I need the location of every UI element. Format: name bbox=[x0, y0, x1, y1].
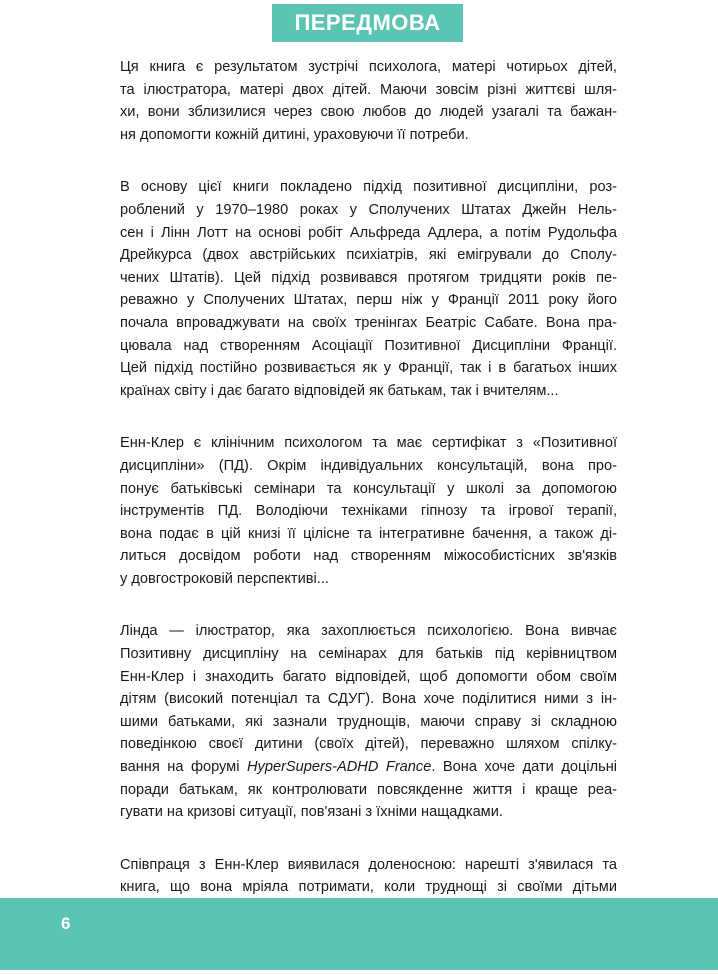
text-line: чених Штатів). Цей підхід розвивався протягом тридцяти років пе- bbox=[120, 269, 617, 286]
text-line: шими батьками, які зазнали труднощів, маючи справу зі складною bbox=[120, 713, 617, 730]
text-line: реважно у Сполучених Штатах, перш ніж у Франції 2011 року його bbox=[120, 292, 617, 309]
text-line: хи, вони зблизилися через свою любов до людей узагалі та бажан- bbox=[120, 104, 617, 121]
text-line: почала впроваджувати на своїх тренінгах Беатріс Сабате. Вона пра- bbox=[120, 314, 617, 331]
text-line: дітям (високий потенціал та СДУГ). Вона хоче поділитися ними з ін- bbox=[120, 691, 617, 708]
text-line: Енн-Клер є клінічним психологом та має сертифікат з «Позитивної bbox=[120, 435, 617, 452]
page-number: 6 bbox=[61, 914, 71, 933]
text-line: цювала над створенням Асоціації Позитивної Дисципліни Франції. bbox=[120, 337, 617, 354]
footer-band bbox=[0, 898, 718, 970]
text-line: сен і Лінн Лотт на основі робіт Альфреда Адлера, а потім Рудольфа bbox=[120, 224, 617, 241]
text-line: інструментів ПД. Володіючи техніками гіпнозу та ігрової терапії, bbox=[120, 503, 617, 520]
forum-name: HyperSupers-ADHD France bbox=[247, 759, 432, 776]
text-line: вона подає в цій книзі її цілісне та інтегративне бачення, а також ді- bbox=[120, 525, 617, 542]
text-line: поведінкою своєї дитини (своїх дітей), переважно шляхом спілку- bbox=[120, 736, 617, 753]
text-fragment: вання на форумі bbox=[120, 759, 247, 776]
text-line: Цей підхід постійно розвивається як у Франції, так і в багатьох інших bbox=[120, 360, 617, 377]
text-line: литься досвідом роботи над створенням міжособистісних зв'язків bbox=[120, 548, 617, 565]
page-title: ПЕРЕДМОВА bbox=[272, 4, 463, 42]
text-line: дисципліни» (ПД). Окрім індивідуальних консультацій, вона про- bbox=[120, 457, 617, 474]
text-line: Енн-Клер і знаходить багато відповідей, щоб допомогти обом своїм bbox=[120, 668, 617, 685]
text-line: країнах світу і дає багато відповідей як батькам, так і вчителям... bbox=[120, 382, 559, 399]
text-line: та ілюстратора, матері двох дітей. Маючи зовсім різні життєві шля- bbox=[120, 81, 617, 98]
paragraph-2 bbox=[120, 176, 617, 402]
text-line: книга, що вона мріяла потримати, коли труднощі зі своїми дітьми bbox=[120, 879, 617, 896]
text-line: Позитивну дисципліну на семінарах для батьків під керівництвом bbox=[120, 646, 617, 663]
text-line: гувати на кризові ситуації, пов'язані з їхніми нащадками. bbox=[120, 804, 503, 821]
text-fragment: . Вона хоче дати доцільні bbox=[431, 759, 618, 776]
text-line: у довгостроковій перспективі... bbox=[120, 570, 329, 587]
text-line: поради батькам, як контролювати повсякденне життя і краще реа- bbox=[120, 781, 617, 798]
text-line: Дрейкурса (двох австрійських психіатрів, які емігрували до Сполу- bbox=[120, 247, 617, 264]
text-line bbox=[120, 756, 617, 779]
text-line: Ця книга є результатом зустрічі психолога, матері чотирьох дітей, bbox=[120, 59, 617, 75]
paragraph-3 bbox=[120, 432, 617, 590]
text-line: роблений у 1970–1980 роках у Сполучених Штатах Джейн Нель- bbox=[120, 201, 617, 218]
text-line: понує батьківські семінари та консультації у школі за допомогою bbox=[120, 480, 617, 497]
text-line: ня допомогти кожній дитині, ураховуючи її потреби. bbox=[120, 126, 469, 143]
paragraph-1 bbox=[120, 56, 617, 146]
text-line: В основу цієї книги покладено підхід позитивної дисципліни, роз- bbox=[120, 179, 617, 196]
paragraph-4 bbox=[120, 620, 617, 823]
preface-text bbox=[120, 56, 617, 974]
text-line: Співпраця з Енн-Клер виявилася доленосною: нарешті з'явилася та bbox=[120, 856, 617, 873]
text-line: Лінда — ілюстратор, яка захоплюється психологією. Вона вивчає bbox=[120, 623, 617, 640]
